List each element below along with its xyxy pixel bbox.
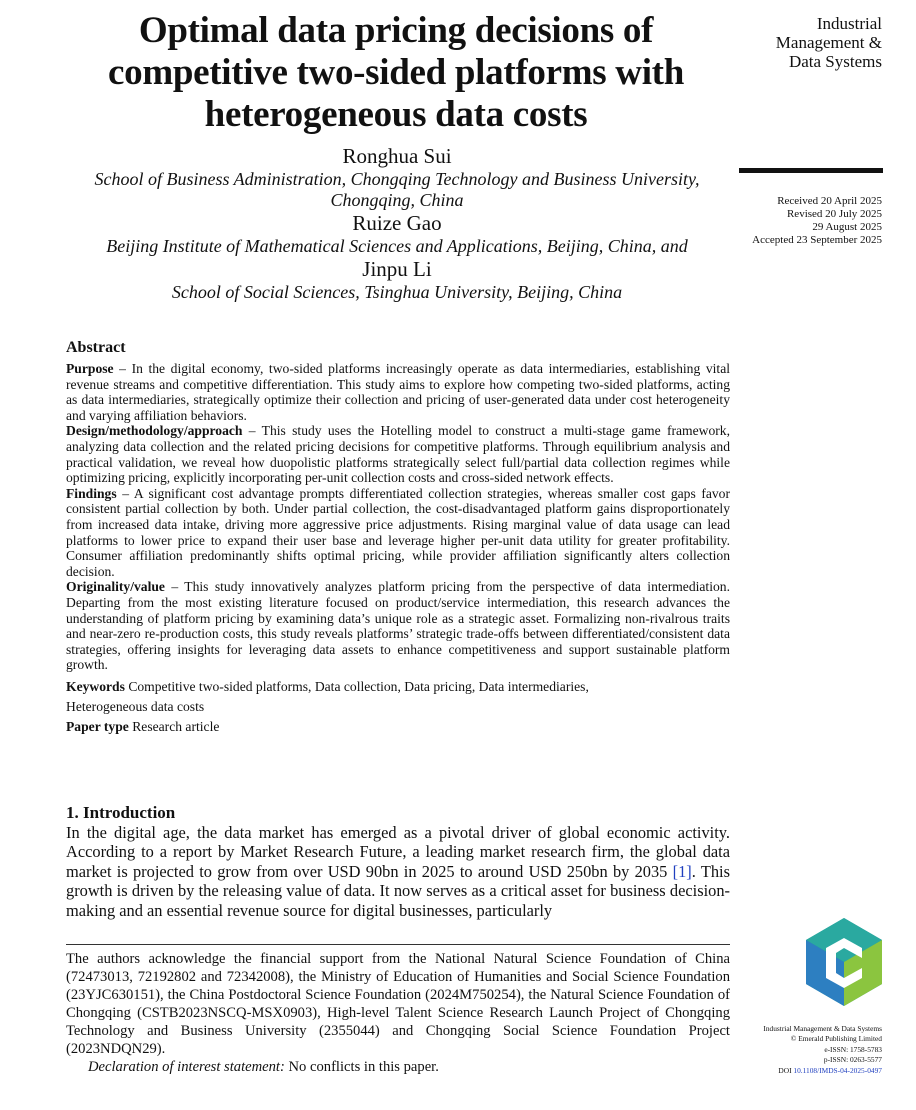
section-separator: –	[164, 579, 185, 595]
keywords-text: Competitive two-sided platforms, Data collection, Data pricing, Data intermediaries,	[128, 678, 589, 694]
section-label: Findings	[66, 485, 117, 501]
abstract-originality	[66, 579, 730, 673]
section-label: Design/methodology/approach	[66, 423, 243, 439]
section-text: This study innovatively analyzes platform pricing from the perspective of data intermediation. Departing from the most existing literature focused on product/service intermediation, this research advances the understanding of platform pricing by examining data’s unique role as a strategic asset. Formalizing non-rivalrous traits and near-zero re-production costs, this study reveals platforms’ strategic trade-offs between differentiated/consistent data strategies, offering insights for leveraging data assets to enhance competitiveness and support sustainable platform growth.	[66, 579, 730, 673]
publisher-journal: Industrial Management & Data Systems	[763, 1024, 882, 1033]
author-affiliation: School of Business Administration, Chongqing Technology and Business University,	[94, 169, 700, 189]
abstract-findings	[66, 486, 730, 580]
section-separator: –	[116, 485, 134, 501]
journal-line: Industrial	[816, 14, 882, 33]
paper-type-label: Paper type	[66, 718, 129, 734]
author-block	[62, 144, 732, 303]
section-text: In the digital economy, two-sided platforms increasingly operate as data intermediaries, establishing vital revenue streams and competitive differentiation. This study aims to explore how competing two-sided platforms, acting as data intermediaries, strategically optimize their collection and pricing of user-generated data under cost heterogeneity and varying affiliation behaviors.	[66, 361, 731, 423]
publisher-pissn: p-ISSN: 0263-5577	[823, 1055, 882, 1065]
author-affiliation: Beijing Institute of Mathematical Sciences and Applications, Beijing, China, and	[106, 236, 688, 256]
abstract-heading: Abstract	[66, 339, 126, 356]
section-heading: 1. Introduction	[66, 803, 176, 822]
body-text: In the digital age, the data market has emerged as a pivotal driver of global economic activity. According to a report by Market Research Future, a leading market research firm, the global data market is projected to grow from over USD 90bn in 2025 to around USD 250bn by 2035	[66, 823, 730, 881]
accepted-date: Accepted 23 September 2025	[752, 234, 882, 246]
declaration-text: No conflicts in this paper.	[284, 1059, 439, 1075]
revised-date-2: 29 August 2025	[812, 221, 882, 233]
keywords-text: Heterogeneous data costs	[66, 698, 205, 714]
keywords-label: Keywords	[66, 678, 125, 694]
author-name: Jinpu Li	[362, 257, 432, 281]
submission-dates	[740, 195, 882, 247]
paper-title	[40, 10, 752, 136]
author-affiliation: Chongqing, China	[330, 190, 464, 210]
citation-link[interactable]: [1]	[672, 861, 692, 881]
footnote-divider	[66, 944, 730, 945]
doi-label: DOI	[778, 1065, 794, 1075]
title-line: competitive two-sided platforms with	[108, 52, 684, 93]
section-text: A significant cost advantage prompts differentiated collection strategies, whereas smaller cost gaps favor consistent partial collection by both. Under partial collection, the cost-disadvantaged platform gains disproportionately from increased data intake, driving more aggressive price adjustments. Rising marginal value of data usage can lead platforms to lower price to expand their user base and leverage higher per-unit data utility for greater profitability. Consumer affiliation predominantly shifts optimal pricing, while provider affiliation significantly alters collection decision.	[66, 485, 730, 579]
funding-footnote: The authors acknowledge the financial support from the National Natural Science Foundation of China (72473013, 72192802 and 72342008), the Ministry of Education of Humanities and Social Science Foundation (23YJC630151), the China Postdoctoral Science Foundation (2024M750254), the Natural Science Foundation of Chongqing (CSTB2023NSCQ-MSX0903), High-level Talent Science Research Launch Project of Chongqing Technology and Business University (2355044) and Chongqing Social Science Foundation Project (2023NDQN29).	[66, 951, 730, 1057]
section-separator: –	[113, 361, 132, 376]
abstract-purpose	[66, 361, 730, 423]
title-line: Optimal data pricing decisions of	[138, 10, 654, 51]
journal-divider	[739, 168, 883, 173]
abstract	[66, 339, 730, 737]
doi-link[interactable]: 10.1108/IMDS-04-2025-0497	[793, 1065, 882, 1075]
publisher-eissn: e-ISSN: 1758-5783	[824, 1044, 882, 1054]
title-line: heterogeneous data costs	[204, 94, 588, 135]
received-date: Received 20 April 2025	[777, 195, 882, 207]
section-text: This study uses the Hotelling model to construct a multi-stage game framework, analyzing data collection and the related pricing decisions for competitive platforms. Through equilibrium analysis and practical validation, we reveal how duopolistic platforms strategically select full/partial data collection regimes while optimizing pricing, explicitly incorporating per-unit collection costs and cross-sided network effects.	[66, 423, 730, 486]
author-name: Ronghua Sui	[342, 144, 452, 168]
publisher-copyright: © Emerald Publishing Limited	[790, 1034, 882, 1044]
keywords	[66, 677, 730, 717]
author-affiliation: School of Social Sciences, Tsinghua University, Beijing, China	[171, 282, 623, 302]
revised-date: Revised 20 July 2025	[786, 208, 882, 220]
introduction-section	[66, 803, 730, 920]
body-paragraph	[66, 823, 730, 920]
author-name: Ruize Gao	[352, 211, 442, 235]
journal-line: Management &	[775, 33, 882, 52]
journal-name	[740, 14, 882, 71]
paper-type	[66, 717, 730, 737]
section-label: Purpose	[66, 361, 114, 376]
paper-type-value: Research article	[132, 718, 220, 734]
journal-line: Data Systems	[788, 52, 882, 71]
declaration-label: Declaration of interest statement:	[88, 1059, 285, 1075]
abstract-design	[66, 423, 730, 485]
declaration-statement	[88, 1058, 728, 1076]
emerald-cube-logo-icon	[804, 918, 884, 1006]
section-separator: –	[242, 423, 262, 439]
doi-line	[740, 1066, 882, 1076]
body-text: . This growth is driven by the releasing value of data. It now serves as a critical asset for business decision-making and an essential revenue source for digital businesses, particularly	[66, 861, 730, 920]
section-label: Originality/value	[66, 579, 165, 595]
publisher-info	[740, 1024, 882, 1076]
